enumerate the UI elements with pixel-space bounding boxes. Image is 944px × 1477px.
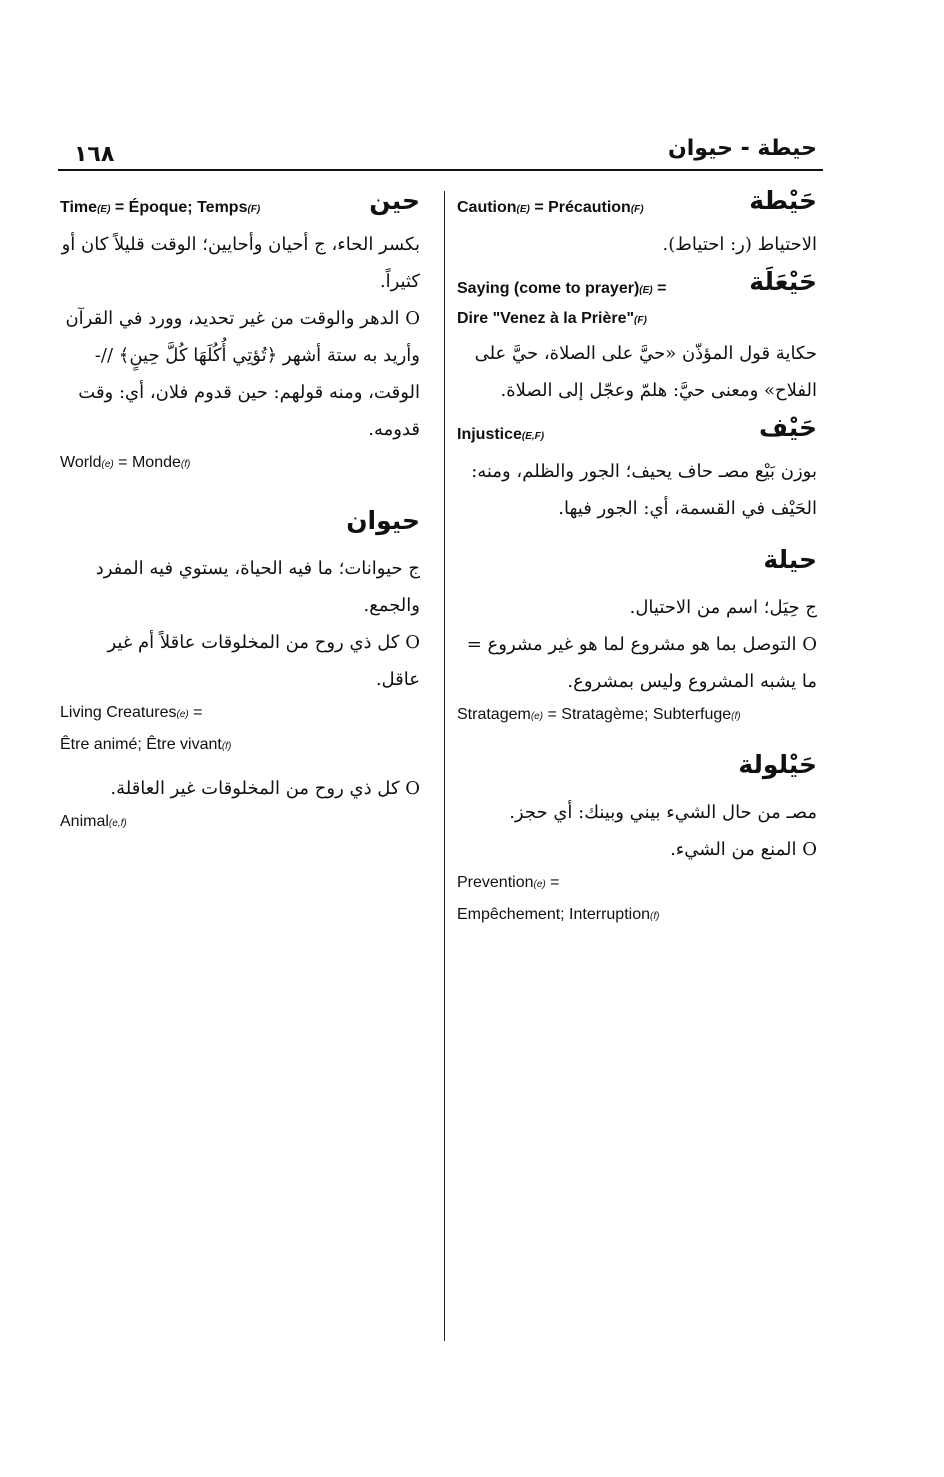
headword: حين [369, 186, 420, 215]
running-title: حيطة - حيوان [667, 136, 817, 161]
entry-hayf [457, 413, 817, 527]
definition: بوزن بَيْع مصـ حاف يحيف؛ الجور والظلم، ومنه: الحَيْف في القسمة، أي: الجور فيها. [471, 461, 817, 519]
entry-head [60, 506, 420, 550]
right-column [457, 186, 817, 932]
gloss: Stratagem(e) = Stratagème; Subterfuge(f) [457, 706, 741, 723]
page-number: ١٦٨ [74, 142, 115, 167]
headword: حيلة [763, 545, 817, 574]
gloss: Animal(e,f) [60, 813, 127, 830]
gloss: Prevention(e) = [457, 874, 560, 891]
definition: الاحتياط (ر: احتياط). [662, 234, 817, 255]
definition: حكاية قول المؤذّن «حيَّ على الصلاة، حيَّ على الفلاح» ومعنى حيَّ: هلمّ وعجّل إلى الصلاة. [474, 343, 817, 401]
english-equivalent: Caution(E) = Précaution(F) [457, 199, 644, 216]
english-equivalent: Saying (come to prayer)(E) = Dire "Venez à la Prière"(F) [457, 280, 667, 327]
headword: حَيْعَلَة [749, 267, 817, 296]
headword: حَيْطة [749, 186, 817, 215]
headword: حَيْلولة [738, 750, 817, 779]
gloss: Être animé; Être vivant(f) [60, 736, 232, 753]
column-divider [444, 191, 445, 1341]
definition: O الدهر والوقت من غير تحديد، وورد في القرآن وأريد به ستة أشهر ﴿تُؤتِي أُكُلَهَا كُلَّ حِينٍ﴾ //- الوقت، ومنه قولهم: حين قدوم فلان، أي: وقت قدومه. [65, 308, 420, 440]
entry-head [60, 186, 420, 226]
definition: مصـ من حال الشيء بيني وبينك: أي حجز. [509, 802, 817, 823]
headword: حيوان [346, 506, 420, 535]
english-equivalent: Injustice(E,F) [457, 426, 545, 443]
gloss: Living Creatures(e) = [60, 704, 203, 721]
english-equivalent: Time(E) = Époque; Temps(F) [60, 199, 261, 216]
left-column [60, 186, 420, 839]
header-rule [58, 169, 823, 171]
entry-head [457, 413, 817, 453]
headword: حَيْف [759, 413, 817, 442]
definition: ج حيوانات؛ ما فيه الحياة، يستوي فيه المفرد والجمع. [95, 558, 420, 616]
entry-head [457, 267, 817, 335]
definition: ج حِيَل؛ اسم من الاحتيال. [629, 597, 817, 618]
definition: O التوصل بما هو مشروع لما هو غير مشروع = ما يشبه المشروع وليس بمشروع. [466, 634, 817, 692]
entry-hila [457, 545, 817, 732]
entry-hayala [457, 267, 817, 409]
entry-head [457, 750, 817, 794]
definition: O المنع من الشيء. [670, 839, 817, 860]
entry-hayn [60, 186, 420, 480]
definition: O كل ذي روح من المخلوقات غير العاقلة. [110, 778, 420, 799]
entry-hayta [457, 186, 817, 263]
entry-head [457, 545, 817, 589]
definition: O كل ذي روح من المخلوقات عاقلاً أم غير عاقل. [107, 632, 420, 690]
gloss: World(e) = Monde(f) [60, 454, 191, 471]
gloss: Empêchement; Interruption(f) [457, 906, 660, 923]
entry-head [457, 186, 817, 226]
entry-haylula [457, 750, 817, 932]
entry-hayawan [60, 506, 420, 839]
definition: بكسر الحاء، ج أحيان وأحايين؛ الوقت قليلاً كان أو كثيراً. [61, 234, 420, 292]
